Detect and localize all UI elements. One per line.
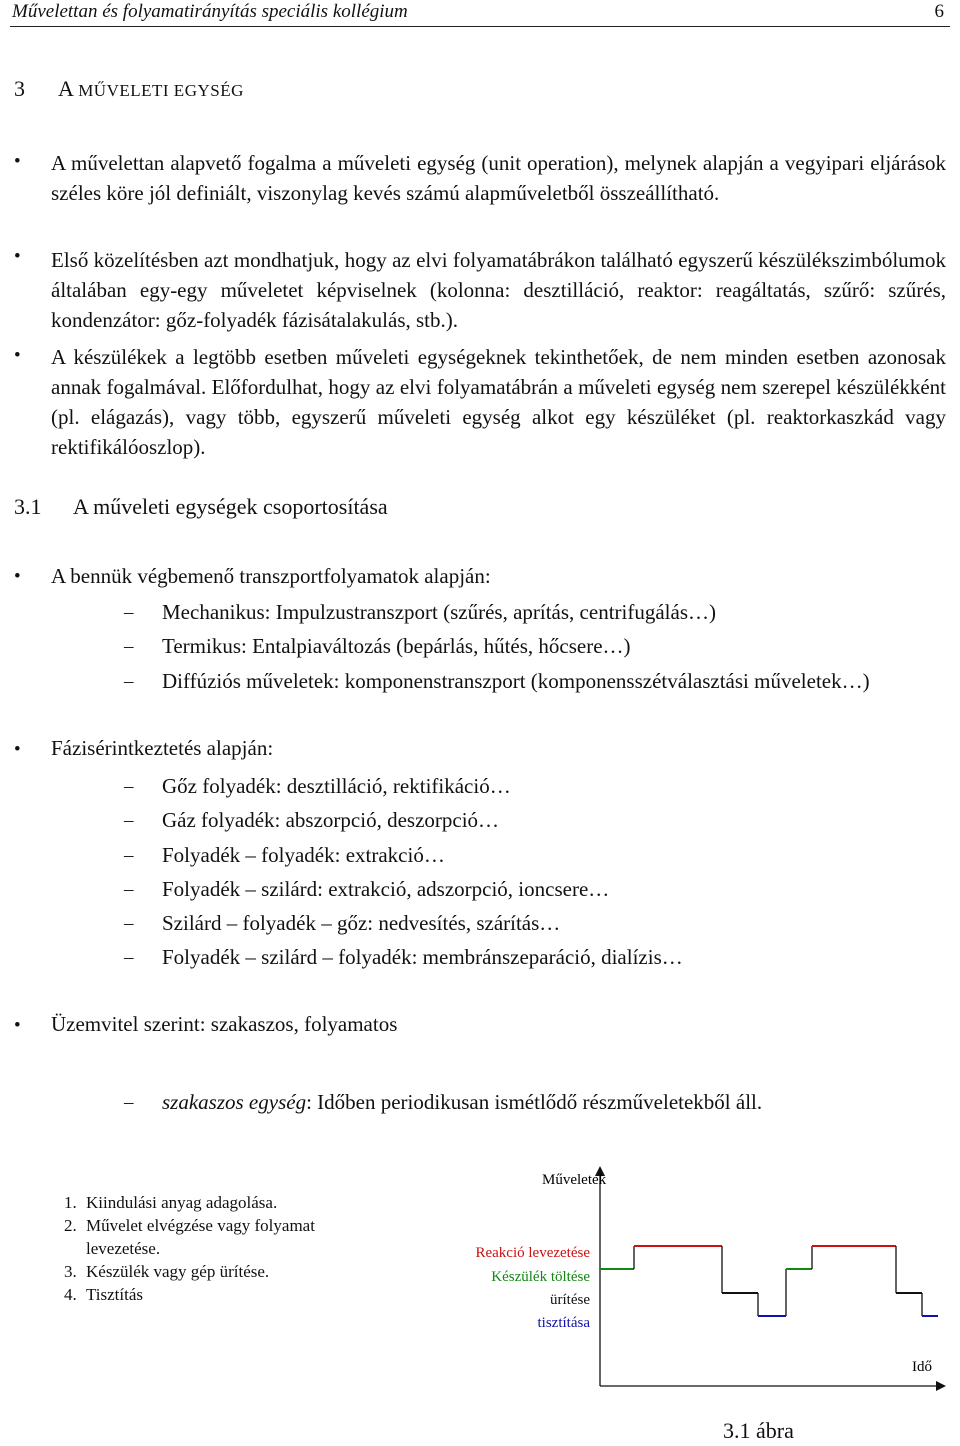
list-item: Gáz folyadék: abszorpció, deszorpció…: [162, 808, 500, 832]
subsection-title: A műveleti egységek csoportosítása: [73, 494, 388, 519]
dash-marker: –: [124, 810, 134, 831]
bullet-dot: •: [14, 566, 21, 587]
section-paragraph-3: A készülékek a legtöbb esetben műveleti egységeknek tekinthetőek, de nem minden esetben azonosak annak fogalmával. Előfordulhat, hogy az elvi folyamatábrán a műveleti egység nem szerepel készülékként (pl. elágazás), vagy több, egyszerű műveleti egység alkot egy készüléket (pl. reaktorkaszkád vagy rektifikálóoszlop).: [51, 345, 946, 459]
page-header: [10, 0, 950, 27]
bullet-dot: •: [14, 151, 21, 172]
dash-marker: –: [124, 845, 134, 866]
dash-marker: –: [124, 1092, 134, 1113]
bullet-dot: •: [14, 1015, 21, 1036]
phase-label-reaction: Reakció levezetése: [475, 1245, 590, 1261]
group-label-transport: A bennük végbemenő transzportfolyamatok alapján:: [51, 564, 491, 588]
list-item: Gőz folyadék: desztilláció, rektifikáció…: [162, 774, 511, 798]
dash-marker: –: [124, 947, 134, 968]
steps-list: [64, 1191, 384, 1306]
list-item: Folyadék – szilárd: extrakció, adszorpció, ioncsere…: [162, 877, 610, 901]
bullet-dot: •: [14, 345, 21, 366]
step-number: 1.: [64, 1193, 77, 1212]
step-number: 3.: [64, 1262, 77, 1281]
dash-marker: –: [124, 879, 134, 900]
section-paragraph-1: A művelettan alapvető fogalma a műveleti egység (unit operation), melynek alapján a vegyipari eljárások széles köre jól definiált, viszonylag kevés számú alapműveletből összeállítható.: [51, 151, 946, 205]
step-item: [64, 1283, 384, 1306]
subsection-heading: [14, 494, 388, 520]
bullet-dot: •: [14, 739, 21, 760]
section-title-first: A: [58, 76, 73, 101]
batch-operation-figure: [440, 1150, 950, 1400]
section-title-rest: MŰVELETI EGYSÉG: [78, 81, 244, 100]
phase-profile: [600, 1246, 938, 1316]
dash-marker: –: [124, 636, 134, 657]
phase-label-emptying: ürítése: [550, 1292, 590, 1308]
phase-label-cleaning: tisztítása: [537, 1315, 590, 1331]
section-heading: [14, 76, 244, 102]
step-number: 2.: [64, 1216, 77, 1235]
step-text: Kiindulási anyag adagolása.: [86, 1193, 278, 1212]
figure-caption: 3.1 ábra: [723, 1418, 794, 1443]
step-item: [64, 1214, 386, 1260]
step-text: Művelet elvégzése vagy folyamat levezetése.: [86, 1216, 315, 1258]
group-label-phase: Fázisérintkeztetés alapján:: [51, 736, 274, 760]
step-text: Tisztítás: [86, 1285, 144, 1304]
header-title: Művelettan és folyamatirányítás speciális kollégium: [12, 1, 408, 22]
page-number: 6: [934, 1, 944, 22]
list-item: Termikus: Entalpiaváltozás (bepárlás, hűtés, hőcsere…): [162, 634, 631, 658]
bullet-dot: •: [14, 246, 21, 267]
list-item: Folyadék – szilárd – folyadék: membránszeparáció, dialízis…: [162, 945, 683, 969]
x-axis-arrow: [936, 1381, 946, 1391]
definition-line: [162, 1087, 946, 1117]
step-item: [64, 1191, 384, 1214]
subsection-number: 3.1: [14, 494, 42, 519]
step-text: Készülék vagy gép ürítése.: [86, 1262, 270, 1281]
group-label-operation: Üzemvitel szerint: szakaszos, folyamatos: [51, 1012, 398, 1036]
list-item: Szilárd – folyadék – gőz: nedvesítés, szárítás…: [162, 911, 561, 935]
definition-text: : Időben periodikusan ismétlődő részműveletekből áll.: [306, 1090, 763, 1114]
definition-term: szakaszos egység: [162, 1090, 307, 1114]
step-item: [64, 1260, 384, 1283]
x-axis-label: Idő: [912, 1359, 932, 1375]
dash-marker: –: [124, 671, 134, 692]
section-number: 3: [14, 76, 25, 101]
dash-marker: –: [124, 776, 134, 797]
step-number: 4.: [64, 1285, 77, 1304]
dash-marker: –: [124, 913, 134, 934]
y-axis-label: Műveletek: [542, 1172, 607, 1188]
dash-marker: –: [124, 602, 134, 623]
phase-label-filling: Készülék töltése: [491, 1269, 590, 1285]
list-item: Mechanikus: Impulzustranszport (szűrés, aprítás, centrifugálás…): [162, 600, 716, 624]
list-item: Diffúziós műveletek: komponenstranszport (komponensszétválasztási műveletek…): [162, 669, 870, 693]
list-item: Folyadék – folyadék: extrakció…: [162, 843, 445, 867]
section-paragraph-2: Első közelítésben azt mondhatjuk, hogy az elvi folyamatábrákon található egyszerű készülékszimbólumok általában egy-egy műveletet képviselnek (kolonna: desztilláció, reaktor: reagáltatás, szűrő: szűrés, kondenzátor: gőz-folyadék fázisátalakulás, stb.).: [51, 248, 946, 332]
